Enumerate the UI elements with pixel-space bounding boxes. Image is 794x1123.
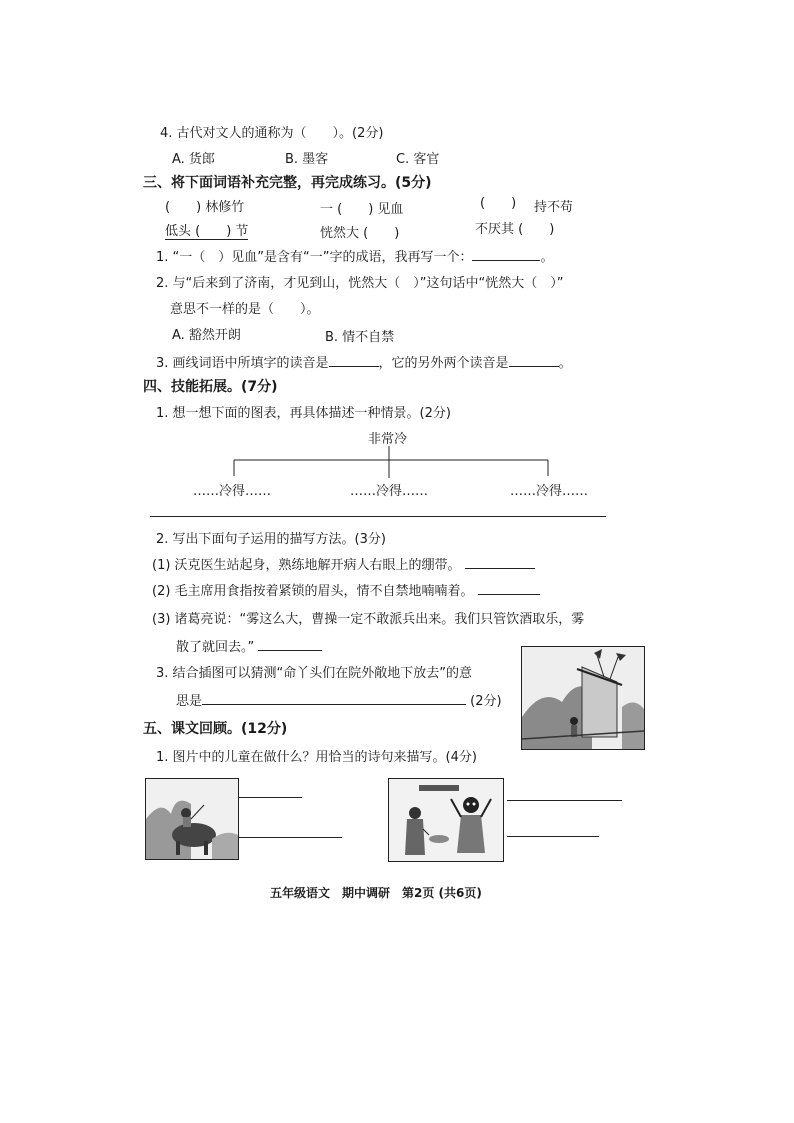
question-2-option-a: A. 豁然开朗 [172,328,241,343]
sentence-3-line-1: (3) 诸葛亮说：“雾这么大，曹操一定不敢派兵出来。我们只管饮酒取乐，雾 [152,612,585,627]
sentence-3-text: 散了就回去。” [176,640,255,655]
answer-line[interactable] [238,837,342,838]
question-3-end: 。 [558,356,572,371]
section-3-title: 三、将下面词语补充完整，再完成练习。(5分) [143,175,432,191]
sentence-1-text: (1) 沃克医生站起身，熟练地解开病人右眼上的绷带。 [152,558,461,573]
word-4-underlined: 低头 ( ) 节 [165,220,248,240]
courtyard-drawing [522,647,644,749]
diagram-right-branch: ……冷得…… [510,484,589,499]
question-3-score: (2分) [470,694,502,709]
courtyard-illustration [521,646,645,750]
section-4-question-3-line-1: 3. 结合插图可以猜测“命丫头们在院外敞地下放去”的意 [156,666,473,681]
word-5: 恍然大 ( ) [320,226,400,241]
section-4-question-2: 2. 写出下面句子运用的描写方法。(3分) [156,532,386,547]
answer-blank[interactable] [465,556,535,569]
question-3-text-b: ，它的另外两个读音是 [378,356,509,371]
answer-blank[interactable] [478,582,540,595]
section-4-question-3-line-2 [176,690,502,709]
section-3-question-2-line-2: 意思不一样的是（ ）。 [170,302,320,317]
section-4-title: 四、技能拓展。(7分) [143,379,278,395]
sentence-1 [152,554,535,573]
word-2: 一 ( ) 见血 [320,202,404,217]
diagram-root-label: 非常冷 [368,432,408,447]
section-4-question-1: 1. 想一想下面的图表，再具体描述一种情景。(2分) [156,406,451,421]
child-on-ox-illustration [145,778,239,860]
question-1-text: 1. “一（ ）见血”是含有“一”字的成语，我再写一个： [156,250,473,265]
sentence-2-text: (2) 毛主席用食指按着紧锁的眉头，情不自禁地喃喃着。 [152,584,474,599]
word-6: 不厌其 ( ) [475,222,555,237]
children-playing-illustration [388,778,504,862]
answer-line[interactable] [150,516,606,517]
question-4-stem: 4. 古代对文人的通称为（ ）。(2分) [160,126,384,141]
answer-line[interactable] [238,797,302,798]
child-on-ox-drawing [146,779,238,859]
answer-blank[interactable] [258,638,322,651]
question-4-option-b: B. 墨客 [285,152,329,167]
section-5-question-1: 1. 图片中的儿童在做什么？用恰当的诗句来描写。(4分) [156,750,477,765]
word-1: ( ) 林修竹 [165,200,245,215]
section-3-question-2-line-1: 2. 与“后来到了济南，才见到山，恍然大（ ）”这句话中“恍然大（ ）” [156,276,564,291]
answer-line[interactable] [507,836,599,837]
sentence-2 [152,580,540,599]
question-1-end: 。 [540,250,554,265]
question-3-text-a: 3. 画线词语中所填字的读音是 [156,356,329,371]
answer-blank[interactable] [202,692,466,705]
section-5-title: 五、课文回顾。(12分) [143,721,288,737]
question-4-option-a: A. 货郎 [172,152,215,167]
question-4-option-c: C. 客官 [396,152,440,167]
diagram-left-branch: ……冷得…… [193,484,272,499]
question-2-option-b: B. 情不自禁 [325,330,395,345]
children-playing-drawing [389,779,503,861]
word-3-blank: ( ) [480,196,517,211]
diagram-mid-branch: ……冷得…… [350,484,429,499]
answer-line[interactable] [507,800,622,801]
question-3-prefix: 思是 [176,694,203,709]
sentence-3-line-2 [176,636,322,655]
page-footer: 五年级语文 期中调研 第2页 (共6页) [270,886,482,900]
word-3-tail: 持不苟 [534,200,574,215]
